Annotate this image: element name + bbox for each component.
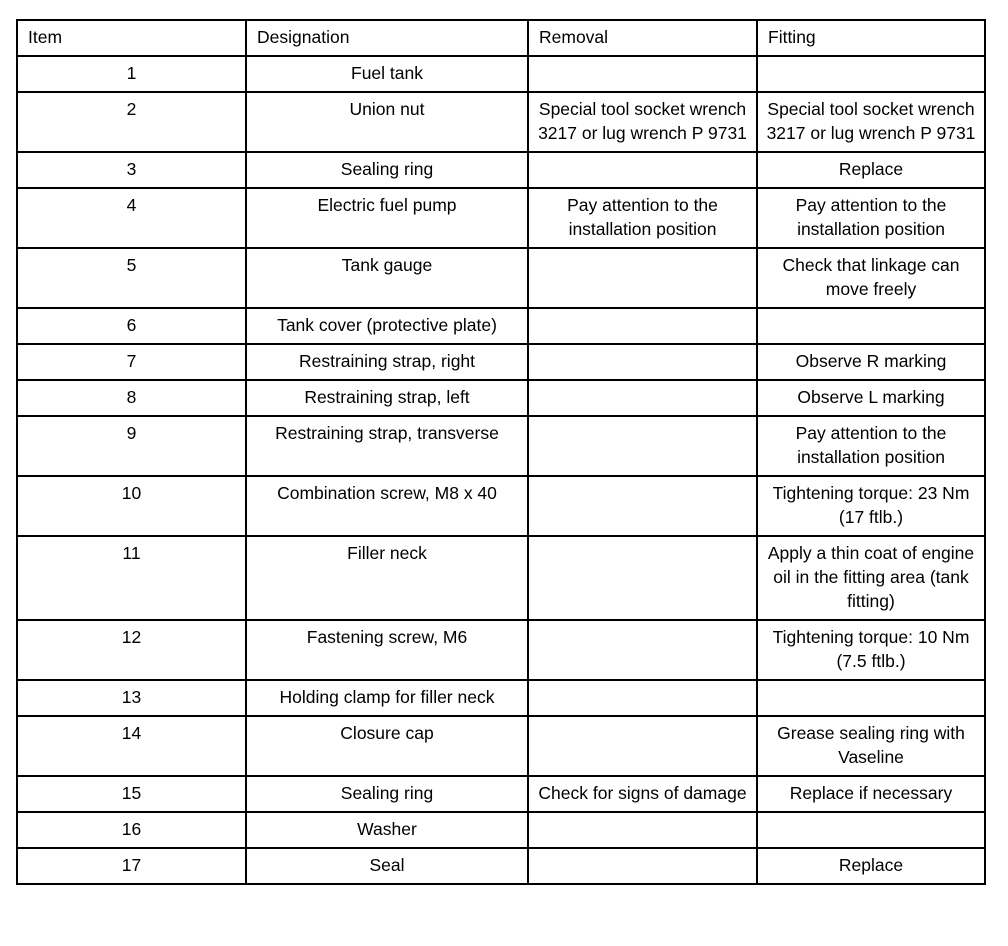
table-row	[17, 716, 985, 776]
cell-designation: Restraining strap, right	[246, 344, 528, 380]
cell-fitting: Pay attention to the installation position	[757, 416, 985, 476]
cell-designation: Restraining strap, transverse	[246, 416, 528, 476]
cell-designation: Washer	[246, 812, 528, 848]
table-row	[17, 308, 985, 344]
cell-removal	[528, 716, 757, 776]
cell-item: 3	[17, 152, 246, 188]
table-body	[17, 56, 985, 884]
table-row	[17, 812, 985, 848]
cell-removal	[528, 620, 757, 680]
table-row	[17, 92, 985, 152]
cell-fitting: Replace	[757, 848, 985, 884]
table-row	[17, 416, 985, 476]
header-item: Item	[17, 20, 246, 56]
cell-fitting: Apply a thin coat of engine oil in the fitting area (tank fitting)	[757, 536, 985, 620]
cell-fitting: Tightening torque: 23 Nm (17 ftlb.)	[757, 476, 985, 536]
cell-removal	[528, 812, 757, 848]
cell-fitting: Tightening torque: 10 Nm (7.5 ftlb.)	[757, 620, 985, 680]
header-removal: Removal	[528, 20, 757, 56]
cell-item: 8	[17, 380, 246, 416]
table-row	[17, 536, 985, 620]
cell-removal	[528, 380, 757, 416]
cell-fitting: Pay attention to the installation position	[757, 188, 985, 248]
cell-removal	[528, 56, 757, 92]
header-fitting: Fitting	[757, 20, 985, 56]
cell-item: 12	[17, 620, 246, 680]
cell-fitting: Observe L marking	[757, 380, 985, 416]
table-row	[17, 152, 985, 188]
table-row	[17, 620, 985, 680]
cell-removal	[528, 344, 757, 380]
cell-removal	[528, 536, 757, 620]
cell-item: 11	[17, 536, 246, 620]
cell-designation: Seal	[246, 848, 528, 884]
cell-fitting: Grease sealing ring with Vaseline	[757, 716, 985, 776]
table-row	[17, 380, 985, 416]
cell-designation: Fastening screw, M6	[246, 620, 528, 680]
cell-item: 9	[17, 416, 246, 476]
cell-item: 4	[17, 188, 246, 248]
cell-designation: Sealing ring	[246, 776, 528, 812]
cell-designation: Sealing ring	[246, 152, 528, 188]
cell-removal	[528, 308, 757, 344]
cell-designation: Fuel tank	[246, 56, 528, 92]
cell-item: 2	[17, 92, 246, 152]
cell-item: 17	[17, 848, 246, 884]
cell-removal: Special tool socket wrench 3217 or lug wrench P 9731	[528, 92, 757, 152]
cell-item: 14	[17, 716, 246, 776]
cell-fitting: Replace if necessary	[757, 776, 985, 812]
cell-fitting	[757, 812, 985, 848]
cell-item: 15	[17, 776, 246, 812]
cell-item: 7	[17, 344, 246, 380]
cell-fitting: Check that linkage can move freely	[757, 248, 985, 308]
table-row	[17, 344, 985, 380]
cell-fitting: Special tool socket wrench 3217 or lug wrench P 9731	[757, 92, 985, 152]
cell-item: 16	[17, 812, 246, 848]
cell-item: 6	[17, 308, 246, 344]
cell-fitting	[757, 56, 985, 92]
table-row	[17, 248, 985, 308]
table-row	[17, 776, 985, 812]
table-row	[17, 680, 985, 716]
cell-removal	[528, 848, 757, 884]
table-row	[17, 188, 985, 248]
table-row	[17, 476, 985, 536]
cell-designation: Combination screw, M8 x 40	[246, 476, 528, 536]
table-header	[17, 20, 985, 56]
cell-item: 10	[17, 476, 246, 536]
parts-table	[16, 19, 986, 885]
cell-designation: Holding clamp for filler neck	[246, 680, 528, 716]
cell-removal: Pay attention to the installation position	[528, 188, 757, 248]
cell-designation: Closure cap	[246, 716, 528, 776]
cell-designation: Tank gauge	[246, 248, 528, 308]
cell-fitting	[757, 680, 985, 716]
cell-designation: Union nut	[246, 92, 528, 152]
cell-removal	[528, 680, 757, 716]
header-row	[17, 20, 985, 56]
cell-fitting	[757, 308, 985, 344]
table-row	[17, 56, 985, 92]
cell-designation: Restraining strap, left	[246, 380, 528, 416]
cell-removal	[528, 476, 757, 536]
header-designation: Designation	[246, 20, 528, 56]
cell-item: 1	[17, 56, 246, 92]
cell-designation: Filler neck	[246, 536, 528, 620]
cell-removal	[528, 152, 757, 188]
cell-item: 13	[17, 680, 246, 716]
table-row	[17, 848, 985, 884]
cell-removal	[528, 416, 757, 476]
cell-item: 5	[17, 248, 246, 308]
cell-designation: Electric fuel pump	[246, 188, 528, 248]
cell-designation: Tank cover (protective plate)	[246, 308, 528, 344]
cell-removal	[528, 248, 757, 308]
cell-fitting: Replace	[757, 152, 985, 188]
cell-fitting: Observe R marking	[757, 344, 985, 380]
cell-removal: Check for signs of damage	[528, 776, 757, 812]
